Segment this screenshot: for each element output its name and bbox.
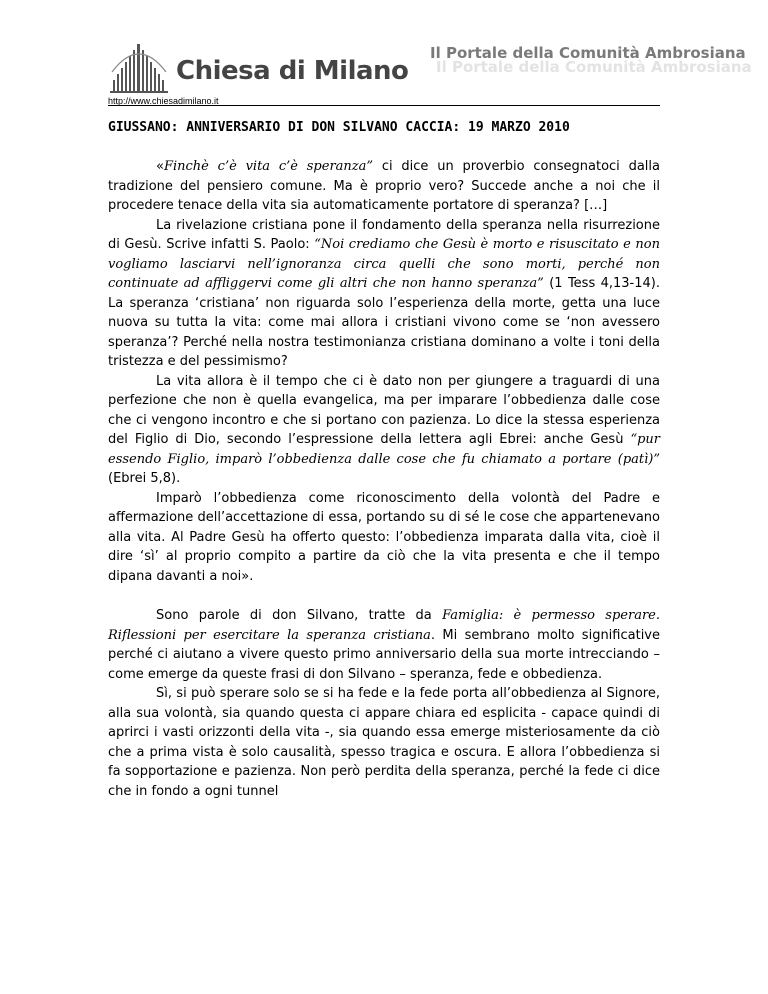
- paragraph-2: [108, 216, 660, 372]
- paragraph-2-quote: “Noi crediamo che Gesù è morto e risuscitato e non vogliamo lasciarvi nell’ignoranza circa quelli che sono morti, perché non continuate ad affliggervi come gli altri che non hanno speranza”: [108, 237, 660, 291]
- paragraph-gap: [108, 586, 660, 606]
- paragraph-3: [108, 372, 660, 489]
- site-url: http://www.chiesadimilano.it: [108, 96, 219, 106]
- portal-title: Il Portale della Comunità Ambrosiana: [430, 44, 746, 62]
- logo-text: Chiesa di Milano: [176, 56, 409, 86]
- header-divider: [108, 105, 660, 106]
- site-header: [108, 40, 752, 106]
- paragraph-1: [108, 157, 660, 216]
- paragraph-1-text: ci dice un proverbio consegnatoci dalla tradizione del pensiero comune. Ma è proprio vero? Succede anche a noi che il procedere tenace della vita sia automaticamente portatore di speranza? […]: [108, 159, 660, 213]
- paragraph-4: Imparò l’obbedienza come riconoscimento della volontà del Padre e affermazione dell’accettazione di essa, portando su di sé le cose che appartenevano alla vita. Al Padre Gesù ha offerto questo: l’obbedienza imparata dalla vita, cioè il dire ‘sì’ al proprio compito a partire da ciò che la vita presenta e che il tempo dipana davanti a noi».: [108, 490, 660, 584]
- portal-title-shadow: Il Portale della Comunità Ambrosiana: [436, 58, 752, 76]
- paragraph-5-intro: Sono parole di don Silvano, tratte da: [156, 608, 443, 623]
- paragraph-5: [108, 606, 660, 684]
- paragraph-6: Sì, si può sperare solo se si ha fede e la fede porta all’obbedienza al Signore, alla sua volontà, sia quando questa ci appare chiara ed esplicita - capace quindi di aprirci i vasti orizzonti della vita -, sia quando essa emerge misteriosamente da ciò che a prima vista è solo causalità, spesso tragica e oscura. E allora l’obbedienza si fa sopportazione e pazienza. Non però perdita della speranza, perché la fede ci dice che in fondo a ogni tunnel: [108, 686, 660, 799]
- paragraph-3-quote: “pur essendo Figlio, imparò l’obbedienza dalle cose che fu chiamato a portare (patì)”: [108, 432, 660, 467]
- paragraph-1-quote: Finchè c’è vita c’è speranza”: [163, 159, 374, 174]
- cathedral-logo-icon: [108, 42, 170, 94]
- article-body: [108, 118, 660, 801]
- paragraph-3-ref: (Ebrei 5,8).: [108, 471, 181, 486]
- paragraph-5-text: . Mi sembrano molto significative perché ci aiutano a vivere questo primo anniversario della sua morte intrecciando – come emerge da queste frasi di don Silvano – speranza, fede e obbedienza.: [108, 627, 660, 682]
- paragraph-3-intro: La vita allora è il tempo che ci è dato non per giungere a traguardi di una perfezione che non è quella evangelica, ma per imparare l’obbedienza dalle cose che ci vengono incontro e che si portano con pazienza. Lo dice la stessa esperienza del Figlio di Dio, secondo l’espressione della lettera agli Ebrei: anche Gesù: [108, 373, 660, 447]
- paragraph-1-open: «: [156, 159, 164, 174]
- paragraph-2-intro: La rivelazione cristiana pone il fondamento della speranza nella risurrezione di Gesù. Scrive infatti S. Paolo:: [108, 217, 660, 252]
- article-title: GIUSSANO: ANNIVERSARIO DI DON SILVANO CACCIA: 19 MARZO 2010: [108, 120, 570, 135]
- paragraph-5-book-title: Famiglia: è permesso sperare. Riflessioni per esercitare la speranza cristiana: [108, 608, 660, 643]
- paragraph-2-text: (1 Tess 4,13-14). La speranza ‘cristiana’ non riguarda solo l’esperienza della morte, getta una luce nuova su tutta la vita: come mai allora i cristiani vivono come se ‘non avessero speranza’? Perché nella nostra testimonianza cristiana dominano a volte i toni della tristezza e del pessimismo?: [108, 276, 660, 369]
